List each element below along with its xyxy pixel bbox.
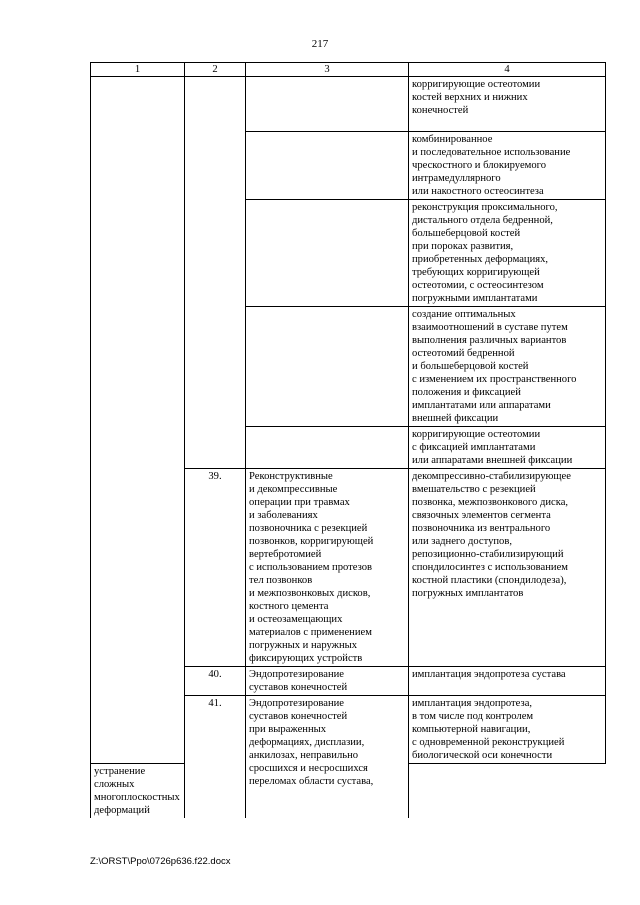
header-col-1: 1 (91, 63, 185, 77)
row-name-cell: Эндопротезирование суставов конечностей (246, 667, 409, 696)
row-number-cell: 41. (185, 696, 246, 819)
row-name-cell (246, 307, 409, 427)
row-number-cell: 40. (185, 667, 246, 696)
row-number-cell (185, 77, 246, 469)
method-cell: имплантация эндопротеза сустава (409, 667, 606, 696)
method-cell: корригирующие остеотомии костей верхних и нижних конечностей (409, 77, 606, 132)
header-col-2: 2 (185, 63, 246, 77)
page-number: 217 (311, 38, 329, 50)
row-name-cell (246, 77, 409, 132)
header-col-3: 3 (246, 63, 409, 77)
method-cell: создание оптимальных взаимоотношений в суставе путем выполнения различных вариантов остеотомий бедренной и большеберцовой костей с изменением их пространственного положения и фиксацией имплантатами или аппаратами внешней фиксации (409, 307, 606, 427)
table-row (91, 77, 606, 132)
group-cell (91, 77, 185, 764)
method-cell: декомпрессивно-стабилизирующее вмешательство с резекцией позвонка, межпозвонкового диска, связочных элементов сегмента позвоночника из вентрального или заднего доступов, репозиционно-стабилизирующий спондилосинтез с использованием костной пластики (спондилодеза), погружных имплантатов (409, 469, 606, 667)
method-cell: корригирующие остеотомии с фиксацией имплантатами или аппаратами внешней фиксации (409, 427, 606, 469)
row-name-cell: Реконструктивные и декомпрессивные операции при травмах и заболеваниях позвоночника с резекцией позвонков, корригирующей вертебротомией с использованием протезов тел позвонков и межпозвонковых дисков, костного цемента и остеозамещающих материалов с применением погружных и наружных фиксирующих устройств (246, 469, 409, 667)
row-name-cell (246, 200, 409, 307)
row-name-cell: Эндопротезирование суставов конечностей при выраженных деформациях, дисплазии, анкилозах, неправильно сросшихся и несросшихся переломах области сустава, (246, 696, 409, 819)
method-cell: комбинированное и последовательное использование чрескостного и блокируемого интрамедуллярного или накостного остеосинтеза (409, 132, 606, 200)
row-name-cell (246, 132, 409, 200)
method-cell: реконструкция проксимального, дистального отдела бедренной, большеберцовой костей при пороках развития, приобретенных деформациях, требующих корригирующей остеотомии, с остеосинтезом погружными имплантатами (409, 200, 606, 307)
row-number-cell: 39. (185, 469, 246, 667)
procedures-table (90, 62, 606, 818)
file-path-footer: Z:\ORST\Ppo\0726p636.f22.docx (90, 856, 231, 867)
table-header-row (91, 63, 606, 77)
row-name-cell (246, 427, 409, 469)
header-col-4: 4 (409, 63, 606, 77)
method-cell: устранение сложных многоплоскостных деформаций (91, 764, 185, 819)
method-cell: имплантация эндопротеза, в том числе под контролем компьютерной навигации, с одновременной реконструкцией биологической оси конечности (409, 696, 606, 764)
